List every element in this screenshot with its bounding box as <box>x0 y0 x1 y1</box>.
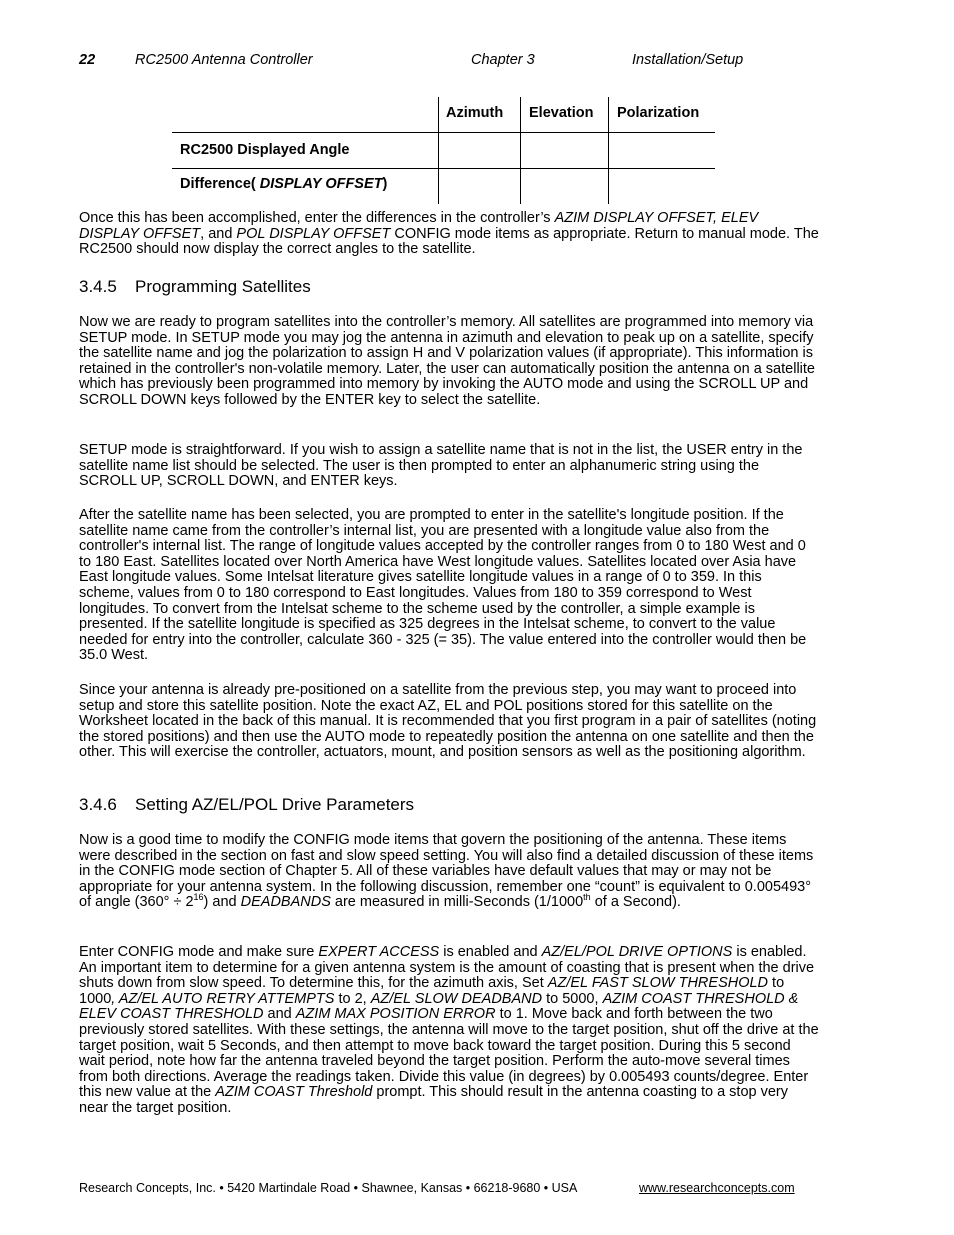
document-title: RC2500 Antenna Controller <box>135 52 313 68</box>
chapter-label: Chapter 3 <box>471 52 535 68</box>
paragraph: Since your antenna is already pre-positioned on a satellite from the previous step, you may want to proceed into setup and store this satellite position. Note the exact AZ, EL and POL positions stored for this satellite on the Worksheet located in the back of this manual. It is recommended that you first program in a pair of satellites (noting the stored positions) and then use the AUTO mode to repeatedly position the antenna on one satellite and then the other. This will exercise the controller, actuators, mount, and position sensors as well as the positioning algorithm. <box>79 682 817 761</box>
column-header-polarization: Polarization <box>617 105 700 121</box>
section-label: Installation/Setup <box>632 52 744 68</box>
page-number: 22 <box>79 52 96 68</box>
paragraph: After the satellite name has been selected, you are prompted to enter in the satellite's longitude position. If the satellite name came from the controller’s internal list, you are presented with a longitude value also from the controller's internal list. The range of longitude values accepted by the controller ranges from 0 to 180 West and 0 to 180 East. Satellites located over North America have West longitude values. Satellites located over Asia have East longitude values. Some Intelsat literature gives satellite longitude values in a range of 0 to 359. In this scheme, values from 0 to 180 correspond to East longitudes. Values from 180 to 359 correspond to West longitudes. To convert from the Intelsat scheme to the scheme used by the controller, a simple example is presented. If the satellite longitude is specified as 325 degrees in the Intelsat scheme, to convert to the value needed for entry into the controller, calculate 360 - 325 (= 35). The value entered into the controller would then be 35.0 West. <box>79 507 807 664</box>
footer-address: Research Concepts, Inc. • 5420 Martindale Road • Shawnee, Kansas • 66218-9680 • USA <box>79 1181 578 1195</box>
paragraph: Now we are ready to program satellites into the controller’s memory. All satellites are programmed into memory via SETUP mode. In SETUP mode you may jog the antenna in azimuth and elevation to peak up on a satellite, specify the satellite name and jog the polarization to assign H and V polarization values (if appropriate). This information is retained in the controller's non-volatile memory. Later, the user can automatically position the antenna on a satellite which has previously been programmed into memory by invoking the AUTO mode and using the SCROLL UP and SCROLL DOWN keys followed by the ENTER key to select the satellite. <box>79 314 815 408</box>
table-divider <box>172 132 715 133</box>
row-label-difference: Difference( DISPLAY OFFSET) <box>180 176 388 192</box>
table-divider <box>520 97 521 204</box>
paragraph: Enter CONFIG mode and make sure EXPERT ACCESS is enabled and AZ/EL/POL DRIVE OPTIONS is enabled. An important item to determine for a given antenna system is the amount of coasting that is present when the drive shuts down from slow speed. To determine this, for the azimuth axis, Set AZ/EL FAST SLOW THRESHOLD to 1000, AZ/EL AUTO RETRY ATTEMPTS to 2, AZ/EL SLOW DEADBAND to 5000, AZIM COAST THRESHOLD & ELEV COAST THRESHOLD and AZIM MAX POSITION ERROR to 1. Move back and forth between the two previously stored satellites. With these settings, the antenna will move to the target position, shut off the drive at the target position, wait 5 Seconds, and then attempt to move back toward the target position. During this 5 second wait period, note how far the antenna traveled beyond the target position. Perform the auto-move several times from both directions. Average the readings taken. Divide this value (in degrees) by 0.005493 counts/degree. Enter this new value at the AZIM COAST Threshold prompt. This should result in the antenna coasting to a stop very near the target position. <box>79 944 819 1116</box>
footer-website-link[interactable]: www.researchconcepts.com <box>639 1181 795 1195</box>
paragraph: SETUP mode is straightforward. If you wish to assign a satellite name that is not in the list, the USER entry in the satellite name list should be selected. The user is then prompted to enter an alphanumeric string using the SCROLL UP, SCROLL DOWN, and ENTER keys. <box>79 442 803 490</box>
table-divider <box>438 97 439 204</box>
table-divider <box>608 97 609 204</box>
column-header-azimuth: Azimuth <box>446 105 504 121</box>
section-heading-drive-parameters: 3.4.6 Setting AZ/EL/POL Drive Parameters <box>79 795 415 814</box>
table-divider <box>172 168 715 169</box>
intro-paragraph: Once this has been accomplished, enter the differences in the controller’s AZIM DISPLAY OFFSET, ELEV DISPLAY OFFSET, and POL DISPLAY OFFSET CONFIG mode items as appropriate. Return to manual mode. The RC2500 should now display the correct angles to the satellite. <box>79 210 819 258</box>
column-header-elevation: Elevation <box>529 105 594 121</box>
section-heading-programming-satellites: 3.4.5 Programming Satellites <box>79 277 311 296</box>
paragraph: Now is a good time to modify the CONFIG mode items that govern the positioning of the antenna. These items were described in the section on fast and slow speed setting. You will also find a detailed discussion of these items in the CONFIG mode section of Chapter 5. All of these variables have default values that may or may not be appropriate for your antenna system. In the following discussion, remember one “count” is equivalent to 0.005493° of angle $(360^\circ \div 2^{16})$ and DEADBANDS are measured in milli-Seconds (1/1000th of a Second). <box>79 832 814 911</box>
row-label-displayed-angle: RC2500 Displayed Angle <box>180 142 350 158</box>
